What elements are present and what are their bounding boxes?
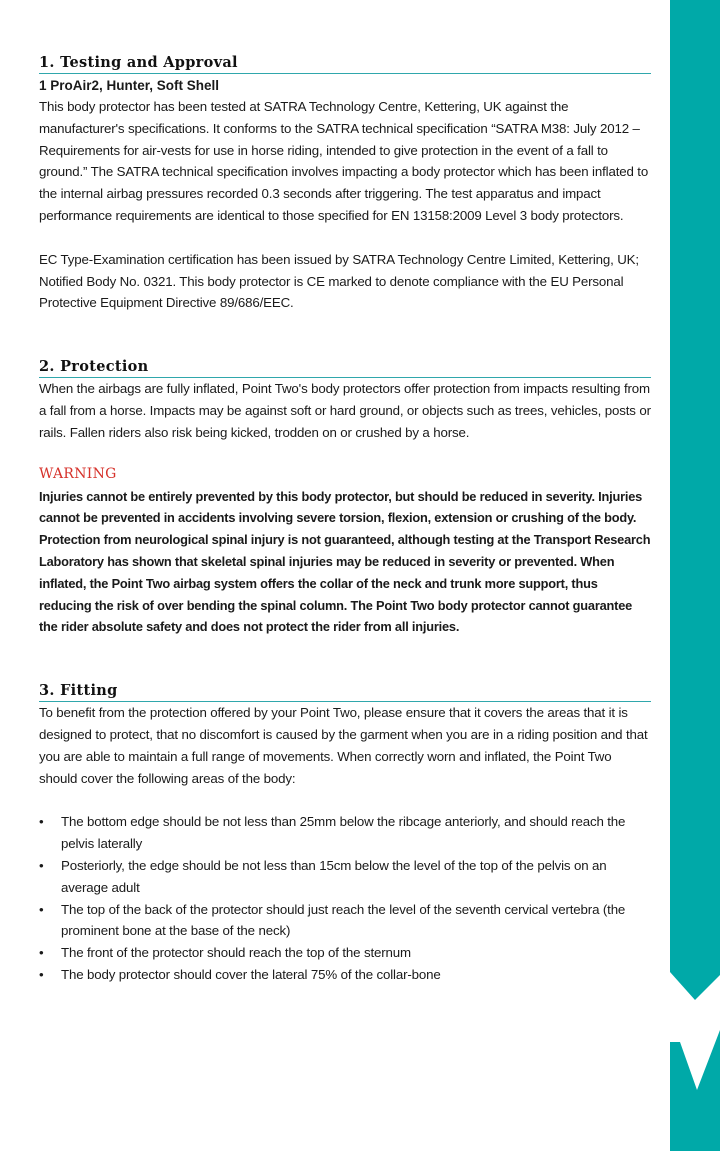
bullet-icon: • — [39, 901, 44, 917]
sidebar-band — [670, 0, 720, 1000]
product-subtitle: 1 ProAir2, Hunter, Soft Shell — [39, 78, 220, 93]
list-item: • The bottom edge should be not less than 25mm below the ribcage anteriorly, and should reach the pelvis laterally — [39, 811, 651, 855]
document-body — [39, 54, 651, 986]
section-heading-testing: 1. Testing and Approval — [39, 54, 651, 74]
list-item: • Posteriorly, the edge should be not less than 15cm below the level of the top of the pelvis on an average adult — [39, 855, 651, 899]
bullet-icon: • — [39, 857, 44, 873]
fitting-list — [39, 811, 651, 985]
teal-sidebar-decoration — [670, 0, 720, 1151]
list-item: • The top of the back of the protector should just reach the level of the seventh cervical vertebra (the prominent bone at the base of the neck) — [39, 899, 651, 943]
section-heading-fitting: 3. Fitting — [39, 682, 651, 702]
testing-paragraph: This body protector has been tested at SATRA Technology Centre, Kettering, UK against the manufacturer's specifications. It conforms to the SATRA technical specification “SATRA M38: July 2012 – Requirements for air-vests for use in horse riding, intended to give protection in the event of a fall to ground.” The SATRA technical specification involves impacting a body protector which has been inflated to the internal airbag pressures recorded 0.3 seconds after triggering. The test apparatus and impact performance requirements are identical to those specified for EN 13158:2009 Level 3 body protectors. — [39, 99, 649, 223]
bullet-icon: • — [39, 814, 44, 830]
bullet-icon: • — [39, 966, 44, 982]
certification-paragraph: EC Type-Examination certification has been issued by SATRA Technology Centre Limited, Kettering, UK; Notified Body No. 0321. This body protector is CE marked to denote compliance with the EU Personal Protective Equipment Directive 89/686/EEC. — [39, 251, 639, 311]
check-mark-shape — [670, 1030, 720, 1151]
warning-text: Injuries cannot be entirely prevented by this body protector, but should be reduced in severity. Injuries cannot be prevented in accidents involving severe torsion, flexion, extension or crushing of the body. Protection from neurological spinal injury is not guaranteed, although testing at the Transport Research Laboratory has shown that skeletal spinal injuries may be reduced in severity or prevented. When inflated, the Point Two airbag system offers the collar of the neck and trunk more support, thus reducing the risk of over bending the spinal column. The Point Two body protector cannot guarantee the rider absolute safety and does not protect the rider from all injuries. — [39, 488, 651, 635]
protection-paragraph: When the airbags are fully inflated, Point Two's body protectors offer protection from impacts resulting from a fall from a horse. Impacts may be against soft or hard ground, or objects such as trees, vehicles, posts or rails. Fallen riders also risk being kicked, trodden on or crushed by a horse. — [39, 381, 651, 440]
section-heading-protection: 2. Protection — [39, 358, 651, 378]
warning-heading: WARNING — [39, 465, 117, 482]
list-item: • The front of the protector should reach the top of the sternum — [39, 942, 651, 964]
list-item: • The body protector should cover the lateral 75% of the collar-bone — [39, 964, 651, 986]
bullet-icon: • — [39, 945, 44, 961]
fitting-paragraph: To benefit from the protection offered by your Point Two, please ensure that it covers the areas that it is designed to protect, that no discomfort is caused by the garment when you are in a riding position and that you are able to maintain a full range of movements. When correctly worn and inflated, the Point Two should cover the following areas of the body: — [39, 705, 648, 786]
